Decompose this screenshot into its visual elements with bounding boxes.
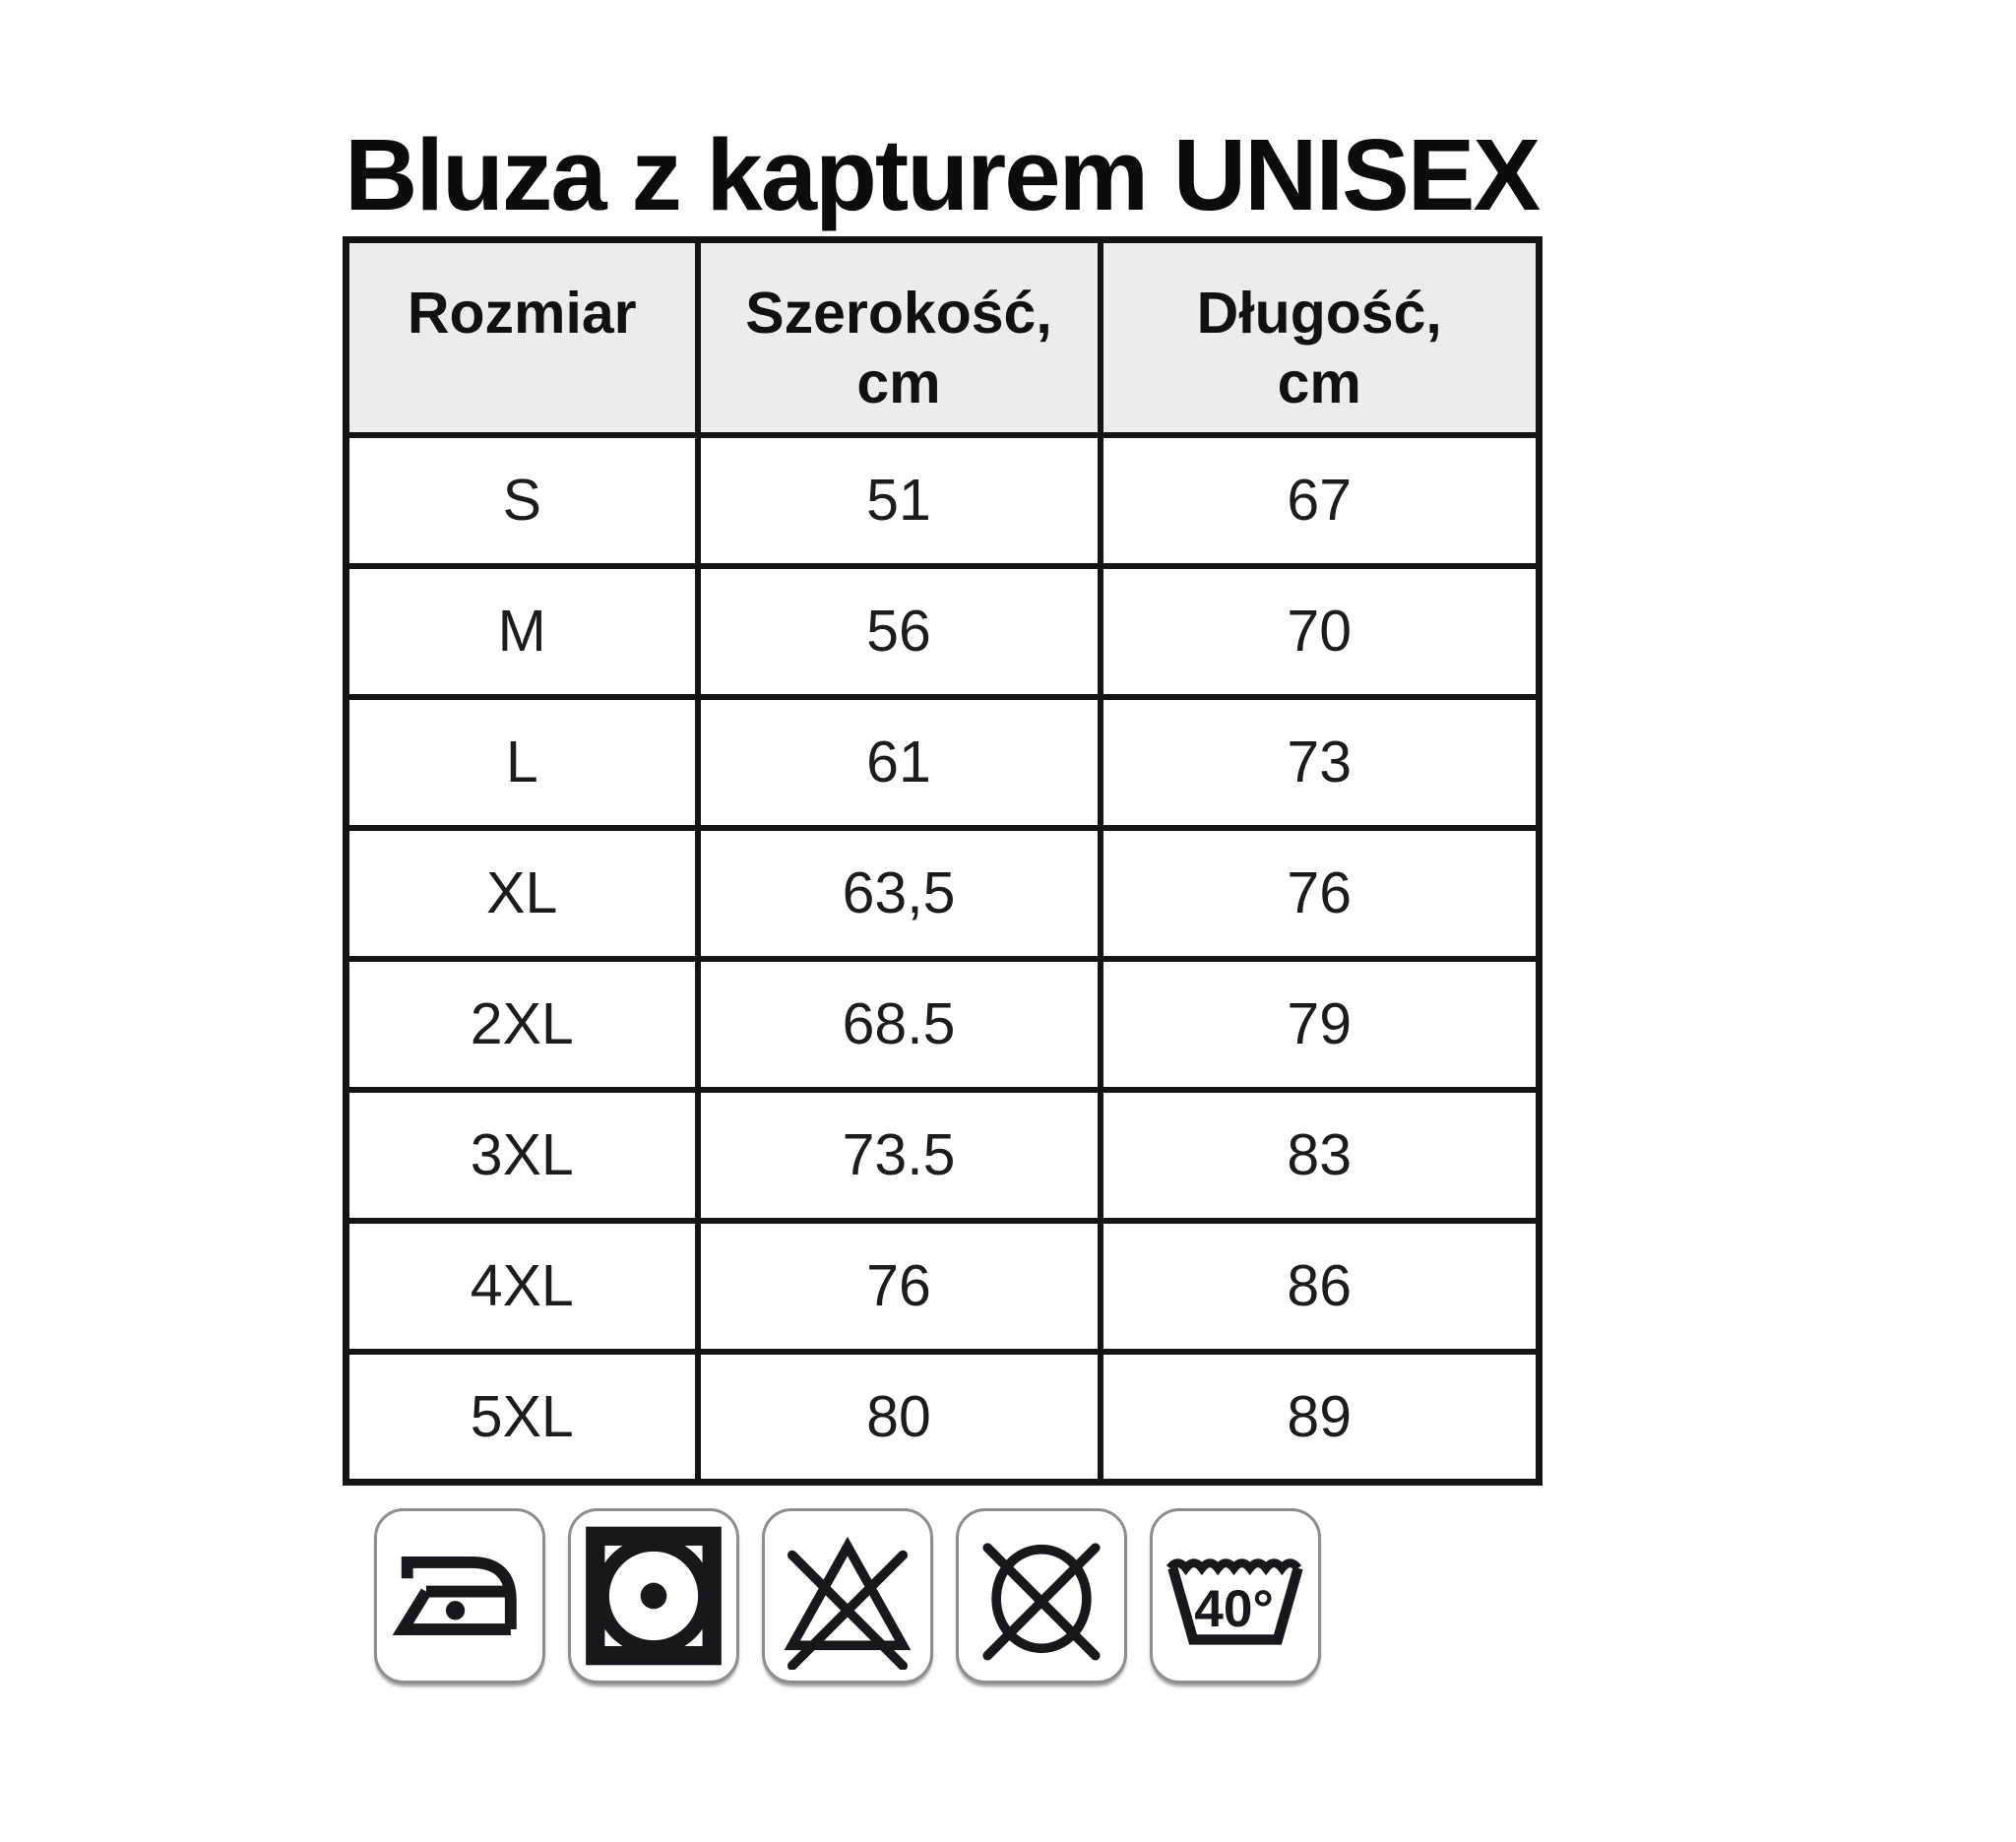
table-row	[346, 1352, 1540, 1483]
do-not-bleach-icon	[775, 1522, 920, 1670]
iron-low-icon	[387, 1522, 533, 1670]
table-row	[346, 959, 1540, 1090]
table-row	[346, 828, 1540, 959]
width-cell: 68.5	[698, 959, 1101, 1090]
width-cell: 80	[698, 1352, 1101, 1483]
page-title: Bluza z kapturem UNISEX	[345, 118, 1540, 231]
width-cell: 76	[698, 1221, 1101, 1352]
header-label: Rozmiar	[407, 281, 637, 346]
do-not-dry-clean-care-button	[956, 1508, 1127, 1683]
table-row	[346, 566, 1540, 697]
size-cell: 4XL	[346, 1221, 698, 1352]
table-row	[346, 1090, 1540, 1221]
header-label: Długość,	[1196, 281, 1442, 346]
length-cell: 86	[1101, 1221, 1540, 1352]
width-cell: 61	[698, 697, 1101, 828]
tumble-dry-care-button	[568, 1508, 739, 1683]
do-not-dry-clean-icon	[969, 1522, 1114, 1670]
header-cell-rozmiar	[346, 240, 698, 435]
table-row	[346, 697, 1540, 828]
width-cell: 56	[698, 566, 1101, 697]
care-icons-row	[374, 1508, 1321, 1683]
length-cell: 76	[1101, 828, 1540, 959]
size-cell: 5XL	[346, 1352, 698, 1483]
iron-care-button	[374, 1508, 545, 1683]
length-cell: 73	[1101, 697, 1540, 828]
size-cell: XL	[346, 828, 698, 959]
tumble-dry-icon	[581, 1522, 726, 1670]
size-cell: M	[346, 566, 698, 697]
header-cell-szerokosc	[698, 240, 1101, 435]
header-unit: cm	[856, 349, 941, 415]
length-cell: 67	[1101, 435, 1540, 566]
size-cell: 3XL	[346, 1090, 698, 1221]
wash-40-care-button	[1150, 1508, 1321, 1683]
table-row	[346, 435, 1540, 566]
length-cell: 89	[1101, 1352, 1540, 1483]
length-cell: 70	[1101, 566, 1540, 697]
length-cell: 83	[1101, 1090, 1540, 1221]
do-not-bleach-care-button	[762, 1508, 933, 1683]
header-cell-dlugosc	[1101, 240, 1540, 435]
wash-40-icon	[1163, 1522, 1308, 1670]
table-row	[346, 1221, 1540, 1352]
table-header-row	[346, 240, 1540, 435]
width-cell: 51	[698, 435, 1101, 566]
size-cell: S	[346, 435, 698, 566]
width-cell: 73.5	[698, 1090, 1101, 1221]
header-label: Szerokość,	[745, 281, 1052, 346]
size-cell: L	[346, 697, 698, 828]
length-cell: 79	[1101, 959, 1540, 1090]
wash-temperature-label: 40°	[1194, 1580, 1274, 1639]
size-cell: 2XL	[346, 959, 698, 1090]
width-cell: 63,5	[698, 828, 1101, 959]
header-unit: cm	[1277, 349, 1361, 415]
size-table	[343, 236, 1543, 1486]
